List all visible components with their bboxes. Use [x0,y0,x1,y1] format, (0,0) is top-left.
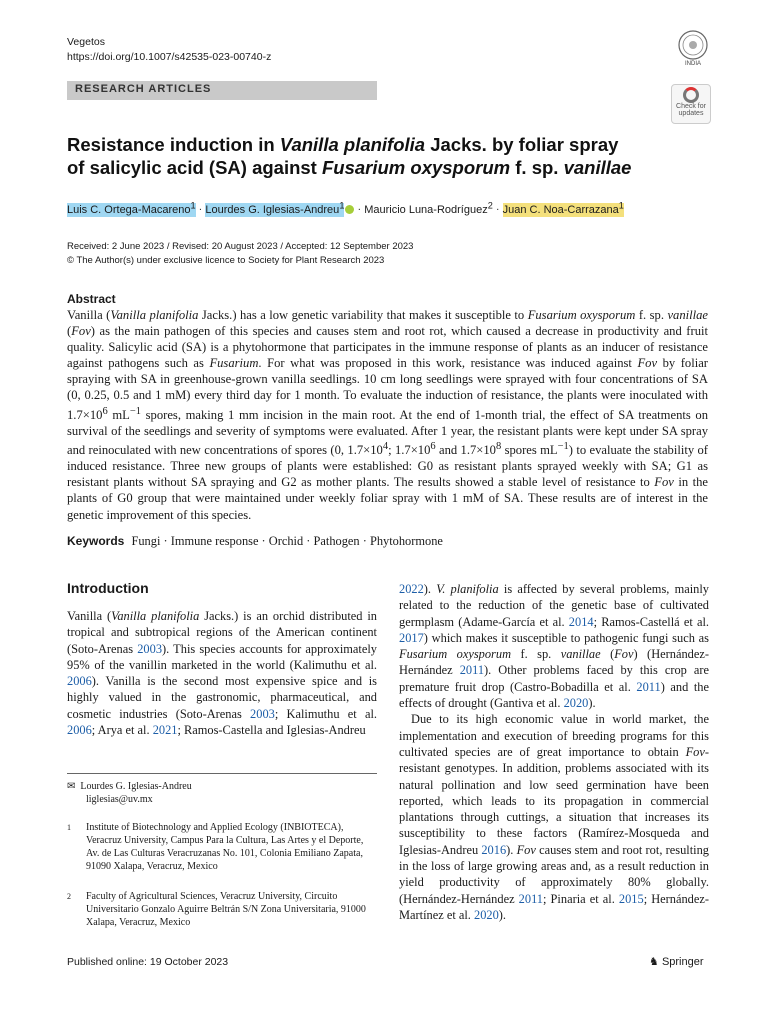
section-label: RESEARCH ARTICLES [75,83,212,95]
abstract-text: Vanilla (Vanilla planifolia Jacks.) has a low genetic variability that makes it susceptible to Fusarium oxysporum f. sp. vanillae (Fov) as the main pathogen of this species and causes stem and root rot, which caused a decrease in productivity and fruit quality. Salicylic acid (SA) is a phytohormone that participates in the immune response of plants as an inducer of resistance against pathogens such as Fusarium. For what was proposed in this work, resistance was induced against Fov by foliar spraying with SA in greenhouse-grown vanilla seedlings. 10 cm long seedlings were sprayed with four concentrations of SA (0, 0.25, 0.5 and 1 mM) every third day for 1 month. To evaluate the induction of resistance, the plants were inoculated with $1.7\times 10^6$ $mL^{-1}$ spores, making 1 mm incision in the main root. At the end of 1-month trial, the effect of SA treatments on survival of the seedlings and severity of symptoms were evaluated. After 1 year, the resistant plants were kept under SA spray and reinoculated with new concentrations of spores (0, $1.7\times 10^4$; $1.7\times 10^6$ and $1.7\times 10^8$ spores $mL^{-1}$) to evaluate the stability of induced resistance. Three new groups of plants were established: G0 as resistant plants sprayed weekly with SA; G1 as resistant plants without SA spraying and G2 as mother plants. The results showed a stable level of resistance to Fov in the plants of G0 group that were maintained under weekly foliar spray with 1 mM of SA. These results are of interest in the genetic improvement of this species. [67,308,709,522]
author-name[interactable]: Lourdes G. Iglesias-Andreu$^1$ [205,200,345,216]
corresponding-email[interactable]: liglesias@uv.mx [86,794,153,805]
section-bar [67,81,377,100]
check-for-updates-badge[interactable] [671,84,711,124]
author-name[interactable]: Mauricio Luna-Rodríguez$^2$ [364,200,493,216]
affiliation-1: 1 Institute of Biotechnology and Applied Ecology (INBIOTECA), Veracruz University, Campus Para la Cultura, Las Artes y el Deporte, Av. de Las Culturas Veracruzanas No. 101, Colonia Emiliano Zapata, 91090 Xalapa, Veracruz, Mexico [67,822,364,872]
published-date: Published online: 19 October 2023 [67,956,229,968]
doi-link[interactable]: https://doi.org/10.1007/s42535-023-00740-z [67,51,272,63]
footnote-divider [67,773,377,774]
author-list: Luis C. Ortega-Macareno$^1$ · Lourdes G. Iglesias-Andreu$^1$ · Mauricio Luna-Rodríguez$^2$ · Juan C. Noa-Carrazana$^1$ [67,200,624,216]
keywords-list: Fungi · Immune response · Orchid · Pathogen · Phytohormone [131,534,443,548]
corresponding-name: Lourdes G. Iglesias-Andreu [80,781,192,792]
body-column-right: 2022). V. planifolia is affected by several problems, mainly related to the reduction of the genetic base of cultivated germplasm (Adame-García et al. 2014; Ramos-Castellá et al. 2017) which makes it susceptible to pathogenic fungi such as Fusarium oxysporum f. sp. vanillae (Fov) (Hernández-Hernández 2011). Other problems faced by this crop are premature fruit drop (Castro-Bobadilla et al. 2011) and the effects of drought (Gantiva et al. 2020). Due to its high economic value in world market, the implementation and execution of breeding programs for this cultivated species are of great importance to obtain Fov-resistant genotypes. In addition, problems associated with its natural pollination and low seed germination have been reported, which leads to its propagation in commercial plantations through cuttings, a situation that increases its susceptibility to these factors (Ramírez-Mosqueda and Iglesias-Andreu 2016). Fov causes stem and root rot, resulting in the loss of large growing areas and, as a result reduction in yield productivity of approximately 80% globally. (Hernández-Hernández 2011; Pinaria et al. 2015; Hernández-Martínez et al. 2020). [399,582,710,922]
affiliation-2: 2 Faculty of Agricultural Sciences, Veracruz University, Circuito Universitario Gonzalo Aguirre Beltrán S/N Zona Universitaria, 91000 Xalapa, Veracruz, Mexico [67,891,366,928]
author-name[interactable]: Juan C. Noa-Carrazana$^1$ [502,200,624,216]
journal-name: Vegetos [67,36,105,48]
seal-text: INDIA [684,61,702,66]
publisher-logo: ♞ Springer [649,956,704,968]
keywords [67,534,443,549]
refresh-icon [683,87,699,103]
article-title: Resistance induction in Vanilla planifolia Jacks. by foliar spray of salicylic acid (SA) against Fusarium oxysporum f. sp. vanillae [67,134,632,178]
springer-horse-icon: ♞ [649,956,659,968]
mail-icon: ✉ [67,781,76,792]
india-seal-icon [674,28,712,66]
copyright-notice: © The Author(s) under exclusive licence to Society for Plant Research 2023 [67,255,385,266]
author-name[interactable]: Luis C. Ortega-Macareno$^1$ [67,200,196,216]
keywords-label: Keywords [67,534,125,548]
article-dates: Received: 2 June 2023 / Revised: 20 August 2023 / Accepted: 12 September 2023 [67,241,414,252]
introduction-heading: Introduction [67,580,149,596]
corresponding-author [67,780,377,806]
body-column-left: Vanilla (Vanilla planifolia Jacks.) is an orchid distributed in tropical and subtropical regions of the American continent (Soto-Arenas 2003). This species accounts for approximately 95% of the vanillin marketed in the world (Kalimuthu et al. 2006). Vanilla is the second most expensive spice and is highly valued in the gastronomic, pharmaceutical, and cosmetic industries (Soto-Arenas 2003; Kalimuthu et al. 2006; Arya et al. 2021; Ramos-Castella and Iglesias-Andreu [67,609,377,738]
orcid-icon[interactable] [345,205,354,214]
check-updates-label: Check for updates [676,103,706,117]
abstract-heading: Abstract [67,292,116,306]
